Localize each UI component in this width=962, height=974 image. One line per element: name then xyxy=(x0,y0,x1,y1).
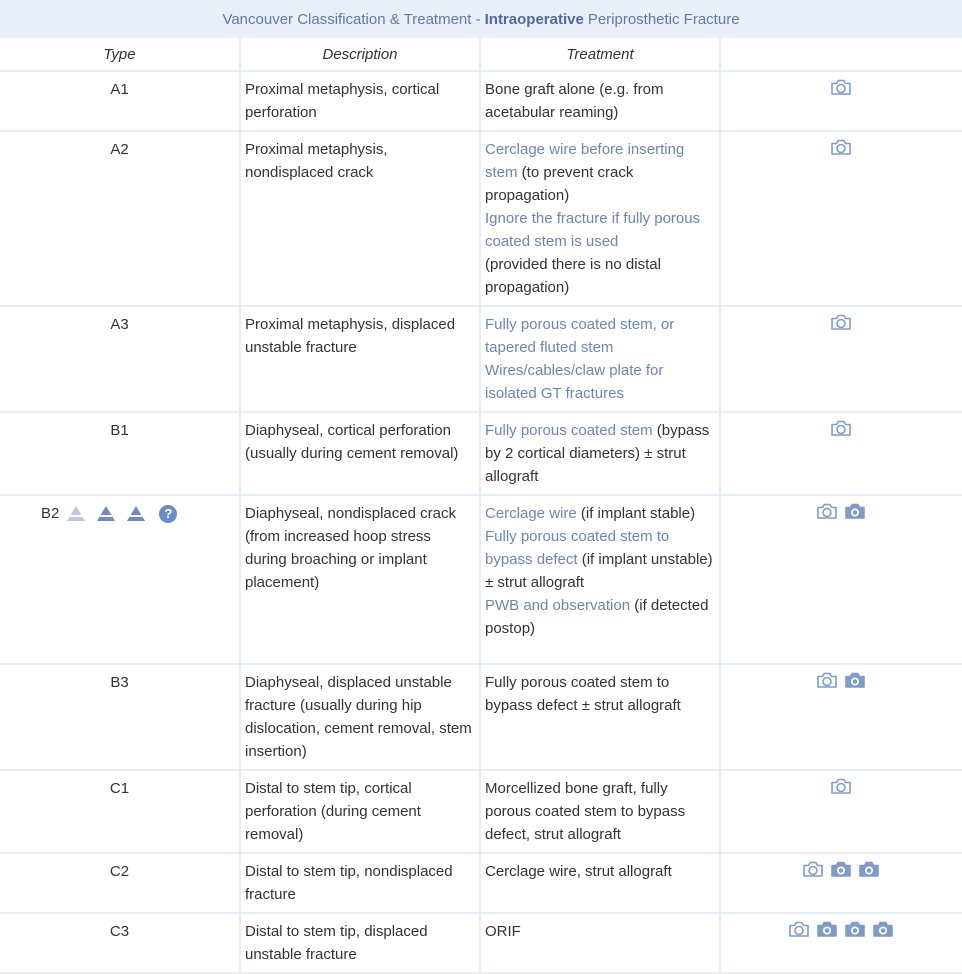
table-row xyxy=(0,664,962,770)
type-cell xyxy=(0,913,240,973)
images-cell xyxy=(720,770,962,853)
camera-icon[interactable] xyxy=(816,671,838,689)
type-label: C2 xyxy=(109,863,130,880)
treatment-text: (if implant unstable) ± strut allograft xyxy=(485,551,713,591)
type-label: B3 xyxy=(110,674,129,691)
header-images xyxy=(720,38,962,71)
description-cell: Diaphyseal, nondisplaced crack (from increased hoop stress during broaching or implant placement) xyxy=(240,495,480,664)
treatment-link[interactable]: Cerclage wire xyxy=(485,505,577,522)
camera-icon[interactable] xyxy=(830,419,852,437)
type-cell xyxy=(0,306,240,412)
type-cell xyxy=(0,770,240,853)
treatment-cell xyxy=(480,306,720,412)
images-cell xyxy=(720,131,962,306)
camera-icon[interactable] xyxy=(830,138,852,156)
images-cell xyxy=(720,306,962,412)
description-cell: Distal to stem tip, displaced unstable fracture xyxy=(240,913,480,973)
evidence-level-icon[interactable] xyxy=(67,506,85,521)
camera-icon[interactable] xyxy=(788,920,810,938)
treatment-link[interactable]: Fully porous coated stem to bypass defect xyxy=(485,528,670,568)
type-cell xyxy=(0,131,240,306)
camera-filled-icon[interactable] xyxy=(844,920,866,938)
treatment-text: (if implant stable) xyxy=(576,505,696,522)
type-label: B2 xyxy=(41,505,60,522)
treatment-text: Morcellized bone graft, fully porous coated stem to bypass defect, strut allograft xyxy=(485,780,686,843)
description-cell: Diaphyseal, displaced unstable fracture (usually during hip dislocation, cement removal, stem insertion) xyxy=(240,664,480,770)
type-label: C1 xyxy=(109,780,130,797)
title-emphasis: Intraoperative xyxy=(484,10,584,28)
title-suffix: Periprosthetic Fracture xyxy=(587,10,740,28)
description-cell: Distal to stem tip, cortical perforation (during cement removal) xyxy=(240,770,480,853)
treatment-cell xyxy=(480,412,720,495)
treatment-link[interactable]: Fully porous coated stem xyxy=(485,422,653,439)
treatment-text: (bypass by 2 cortical diameters) ± strut allograft xyxy=(485,422,710,485)
camera-icon[interactable] xyxy=(830,313,852,331)
header-type: Type xyxy=(0,38,240,71)
header-row xyxy=(0,38,962,71)
treatment-cell xyxy=(480,664,720,770)
treatment-cell xyxy=(480,71,720,131)
table-row xyxy=(0,131,962,306)
type-label: A2 xyxy=(110,141,129,158)
camera-icon[interactable] xyxy=(802,860,824,878)
description-cell: Proximal metaphysis, displaced unstable fracture xyxy=(240,306,480,412)
camera-filled-icon[interactable] xyxy=(872,920,894,938)
type-label: A3 xyxy=(110,316,129,333)
description-cell: Distal to stem tip, nondisplaced fracture xyxy=(240,853,480,913)
type-label: B1 xyxy=(110,422,129,439)
camera-icon[interactable] xyxy=(830,78,852,96)
table-row xyxy=(0,495,962,664)
description-cell: Diaphyseal, cortical perforation (usually during cement removal) xyxy=(240,412,480,495)
type-label: C3 xyxy=(109,923,130,940)
table-title xyxy=(0,0,962,38)
camera-icon[interactable] xyxy=(816,502,838,520)
camera-icon[interactable] xyxy=(830,777,852,795)
help-icon[interactable]: ? xyxy=(159,505,177,523)
treatment-text: Bone graft alone (e.g. from acetabular reaming) xyxy=(485,81,664,121)
description-cell: Proximal metaphysis, cortical perforation xyxy=(240,71,480,131)
type-cell xyxy=(0,853,240,913)
camera-filled-icon[interactable] xyxy=(830,860,852,878)
images-cell xyxy=(720,853,962,913)
treatment-cell xyxy=(480,770,720,853)
evidence-level-icon[interactable] xyxy=(97,506,115,521)
type-cell xyxy=(0,495,240,664)
type-cell xyxy=(0,664,240,770)
treatment-link[interactable]: PWB and observation xyxy=(485,597,631,614)
images-cell xyxy=(720,412,962,495)
camera-filled-icon[interactable] xyxy=(844,671,866,689)
camera-filled-icon[interactable] xyxy=(844,502,866,520)
treatment-cell xyxy=(480,131,720,306)
table-row xyxy=(0,412,962,495)
header-description: Description xyxy=(240,38,480,71)
treatment-text: Fully porous coated stem to bypass defect ± strut allograft xyxy=(485,674,681,714)
type-cell xyxy=(0,71,240,131)
type-label: A1 xyxy=(110,81,129,98)
treatment-cell xyxy=(480,913,720,973)
table-row xyxy=(0,71,962,131)
treatment-link[interactable]: Fully porous coated stem, or tapered fluted stem xyxy=(485,316,675,356)
table-row xyxy=(0,306,962,412)
treatment-cell xyxy=(480,495,720,664)
camera-filled-icon[interactable] xyxy=(858,860,880,878)
camera-filled-icon[interactable] xyxy=(816,920,838,938)
header-treatment: Treatment xyxy=(480,38,720,71)
title-prefix: Vancouver Classification & Treatment - xyxy=(222,10,481,28)
images-cell xyxy=(720,71,962,131)
images-cell xyxy=(720,664,962,770)
treatment-text: ORIF xyxy=(485,923,521,940)
description-cell: Proximal metaphysis, nondisplaced crack xyxy=(240,131,480,306)
treatment-text: (to prevent crack propagation) xyxy=(485,164,634,204)
treatment-text: (if detected postop) xyxy=(485,597,709,637)
treatment-link[interactable]: Ignore the fracture if fully porous coated stem is used xyxy=(485,210,701,250)
evidence-level-icon[interactable] xyxy=(127,506,145,521)
treatment-text: Cerclage wire, strut allograft xyxy=(485,863,672,880)
treatment-link[interactable]: Cerclage wire before inserting stem xyxy=(485,141,685,181)
table-row xyxy=(0,853,962,913)
table-row xyxy=(0,770,962,853)
type-cell xyxy=(0,412,240,495)
images-cell xyxy=(720,913,962,973)
classification-table xyxy=(0,38,962,974)
treatment-cell xyxy=(480,853,720,913)
table-row xyxy=(0,913,962,973)
treatment-link[interactable]: Wires/cables/claw plate for isolated GT fractures xyxy=(485,362,664,402)
images-cell xyxy=(720,495,962,664)
treatment-text: (provided there is no distal propagation) xyxy=(485,256,661,296)
